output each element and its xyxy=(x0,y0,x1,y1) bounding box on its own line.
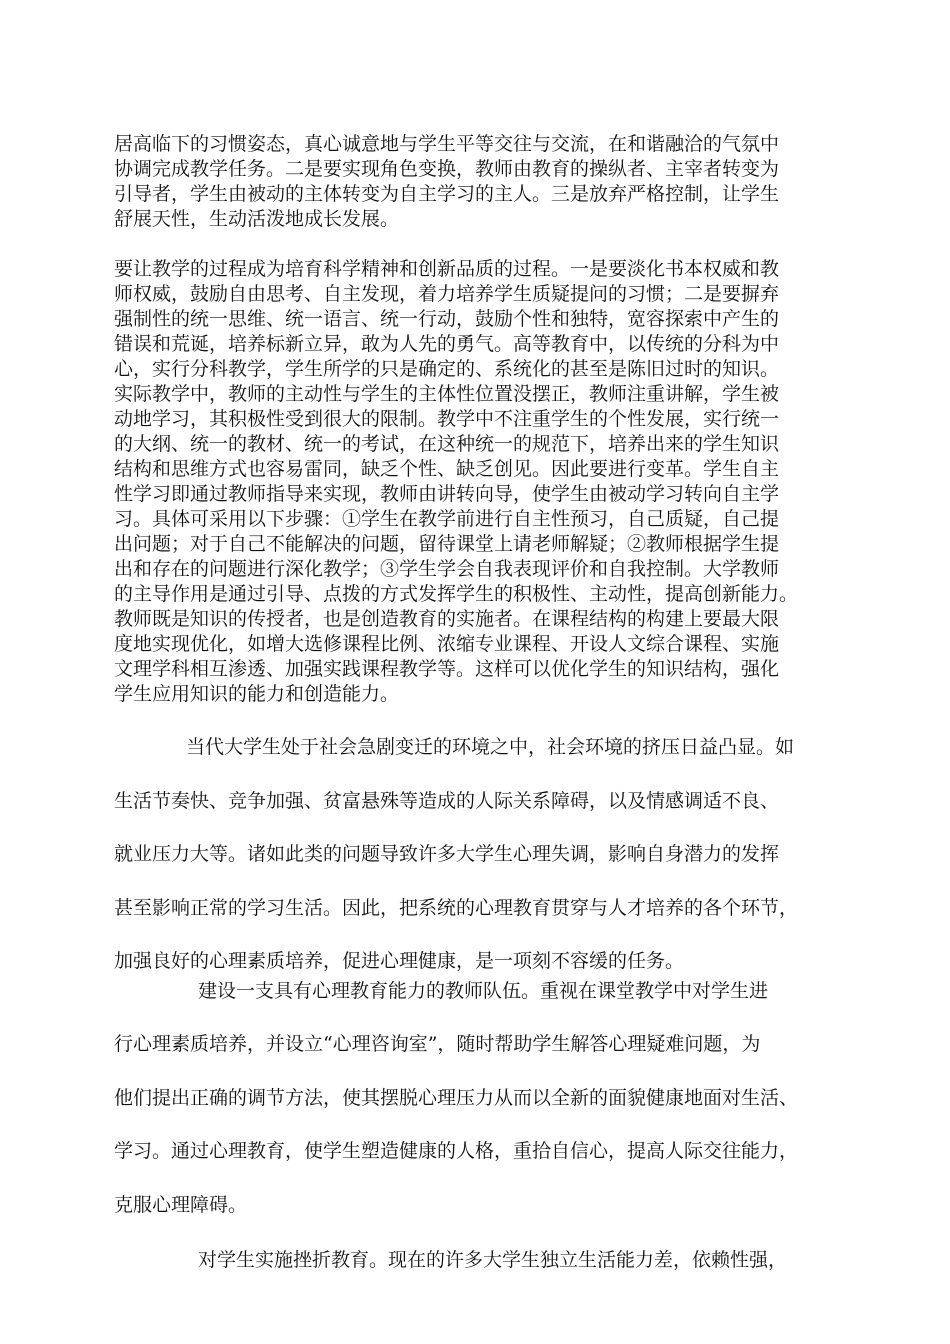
text-line: 居高临下的习惯姿态，真心诚意地与学生平等交往与交流，在和谐融洽的气氛中 xyxy=(114,133,780,155)
text-line: 舒展天性，生动活泼地成长发展。 xyxy=(114,208,400,230)
text-line: 行心理素质培养，并设立“心理咨询室”，随时帮助学生解答心理疑难问题，为 xyxy=(114,1033,761,1055)
text-line: 学生应用知识的能力和创造能力。 xyxy=(114,683,400,705)
text-line: 学习。通过心理教育，使学生塑造健康的人格，重拾自信心，提高人际交往能力， xyxy=(114,1140,799,1162)
text-line: 出和存在的问题进行深化教学；③学生学会自我表现评价和自我控制。大学教师 xyxy=(114,558,780,580)
text-line: 引导者，学生由被动的主体转变为自主学习的主人。三是放弃严格控制，让学生 xyxy=(114,183,780,205)
text-line: 就业压力大等。诸如此类的问题导致许多大学生心理失调，影响自身潜力的发挥 xyxy=(114,843,780,865)
text-line: 错误和荒诞，培养标新立异，敢为人先的勇气。高等教育中，以传统的分科为中 xyxy=(114,333,780,355)
text-line: 性学习即通过教师指导来实现，教师由讲转向导，使学生由被动学习转向自主学 xyxy=(114,483,780,505)
text-line: 的主导作用是通过引导、点拨的方式发挥学生的积极性、主动性，提高创新能力。 xyxy=(114,583,799,605)
text-line: 的大纲、统一的教材、统一的考试，在这种统一的规范下，培养出来的学生知识 xyxy=(114,433,780,455)
text-line: 对学生实施挫折教育。现在的许多大学生独立生活能力差，依赖性强， xyxy=(198,1249,788,1271)
text-line: 习。具体可采用以下步骤：①学生在教学前进行自主性预习，自己质疑，自己提 xyxy=(114,508,780,530)
text-line: 克服心理障碍。 xyxy=(114,1194,248,1216)
text-line: 结构和思维方式也容易雷同，缺乏个性、缺乏创见。因此要进行变革。学生自主 xyxy=(114,458,780,480)
text-line: 甚至影响正常的学习生活。因此，把系统的心理教育贯穿与人才培养的各个环节， xyxy=(114,897,799,919)
text-line: 实际教学中，教师的主动性与学生的主体性位置没摆正，教师注重讲解，学生被 xyxy=(114,383,780,405)
text-line: 文理学科相互渗透、加强实践课程教学等。这样可以优化学生的知识结构，强化 xyxy=(114,658,780,680)
text-line: 生活节奏快、竞争加强、贫富悬殊等造成的人际关系障碍，以及情感调适不良、 xyxy=(114,790,780,812)
text-line: 他们提出正确的调节方法，使其摆脱心理压力从而以全新的面貌健康地面对生活、 xyxy=(114,1087,799,1109)
text-line: 度地实现优化，如增大选修课程比例、浓缩专业课程、开设人文综合课程、实施 xyxy=(114,633,780,655)
text-line: 加强良好的心理素质培养，促进心理健康，是一项刻不容缓的任务。 xyxy=(114,950,685,972)
text-line: 协调完成教学任务。二是要实现角色变换，教师由教育的操纵者、主宰者转变为 xyxy=(114,158,780,180)
text-line: 当代大学生处于社会急剧变迁的环境之中，社会环境的挤压日益凸显。如 xyxy=(186,736,795,758)
text-line: 心，实行分科教学，学生所学的只是确定的、系统化的甚至是陈旧过时的知识。 xyxy=(114,358,780,380)
text-line: 教师既是知识的传授者，也是创造教育的实施者。在课程结构的构建上要最大限 xyxy=(114,608,780,630)
text-line: 建设一支具有心理教育能力的教师队伍。重视在课堂教学中对学生进 xyxy=(198,980,769,1002)
text-line: 动地学习，其积极性受到很大的限制。教学中不注重学生的个性发展，实行统一 xyxy=(114,408,780,430)
text-line: 强制性的统一思维、统一语言、统一行动，鼓励个性和独特，宽容探索中产生的 xyxy=(114,308,780,330)
text-line: 要让教学的过程成为培育科学精神和创新品质的过程。一是要淡化书本权威和教 xyxy=(114,258,780,280)
text-line: 出问题；对于自己不能解决的问题，留待课堂上请老师解疑；②教师根据学生提 xyxy=(114,533,780,555)
text-line: 师权威，鼓励自由思考、自主发现，着力培养学生质疑提问的习惯；二是要摒弃 xyxy=(114,283,780,305)
